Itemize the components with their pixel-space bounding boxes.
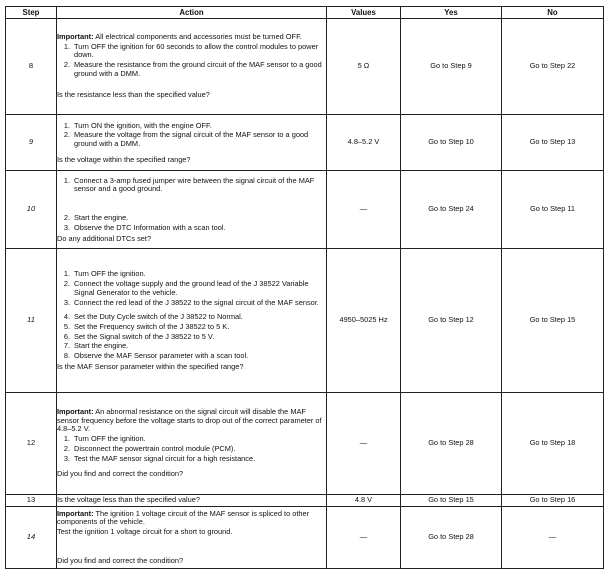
diagnostic-table	[5, 6, 604, 569]
value-cell: —	[327, 393, 401, 495]
no-cell	[502, 115, 604, 171]
list-item: 3. Test the MAF sensor signal circuit for a high resistance.	[63, 453, 256, 463]
step-number: 14	[6, 507, 57, 569]
action-list	[57, 435, 326, 463]
list-item: 4. Set the Duty Cycle switch of the J 38522 to Normal.	[63, 312, 243, 322]
step-number: 13	[6, 495, 57, 507]
list-item: 2. Disconnect the powertrain control module (PCM).	[63, 443, 236, 453]
header-yes: Yes	[401, 7, 502, 19]
question-text: Did you find and correct the condition?	[57, 555, 184, 565]
no-cell	[502, 249, 604, 393]
action-list	[57, 43, 326, 79]
goto-link[interactable]: Go to Step 13	[529, 137, 576, 147]
table-row	[6, 507, 604, 569]
yes-cell	[401, 19, 502, 115]
goto-link[interactable]: Go to Step 12	[428, 315, 474, 325]
no-cell	[502, 19, 604, 115]
action-cell	[57, 495, 327, 507]
table-row	[6, 495, 604, 507]
action-cell	[57, 19, 327, 115]
no-dash: —	[548, 532, 557, 542]
no-cell	[502, 393, 604, 495]
step-number: 12	[6, 393, 57, 495]
action-cell	[57, 393, 327, 495]
yes-cell	[401, 171, 502, 249]
important-label: Important:	[57, 406, 94, 416]
action-list	[57, 177, 326, 233]
value-cell: 4950–5025 Hz	[327, 249, 401, 393]
important-text: An abnormal resistance on the signal circuit will disable the MAF sensor frequency before the voltage starts to drop out of the correct parameter of 4.8–5.2 V.	[57, 406, 322, 434]
table-row	[6, 249, 604, 393]
yes-cell	[401, 495, 502, 507]
list-item: 3. Connect the red lead of the J 38522 to the signal circuit of the MAF sensor.	[63, 297, 319, 307]
yes-cell	[401, 249, 502, 393]
action-text: Test the ignition 1 voltage circuit for a short to ground.	[57, 527, 233, 536]
list-item: 2. Measure the resistance from the ground circuit of the MAF sensor to a good ground with a DMM.	[63, 60, 322, 78]
no-cell	[502, 495, 604, 507]
header-values: Values	[327, 7, 401, 19]
value-cell: —	[327, 507, 401, 569]
action-list	[57, 270, 326, 361]
value-cell: 4.8 V	[327, 495, 401, 507]
important-note	[57, 408, 326, 434]
goto-link[interactable]: Go to Step 15	[428, 495, 474, 505]
no-cell	[502, 507, 604, 569]
yes-cell	[401, 507, 502, 569]
list-item: 1. Turn OFF the ignition.	[63, 434, 146, 444]
no-cell	[502, 171, 604, 249]
important-text: All electrical components and accessories must be turned OFF.	[95, 31, 302, 41]
question-text: Is the voltage within the specified range?	[57, 154, 191, 164]
question-text: Do any additional DTCs set?	[57, 233, 152, 243]
list-item: 2. Measure the voltage from the signal circuit of the MAF sensor to a good ground with a DMM.	[63, 130, 309, 148]
list-item: 1. Turn ON the ignition, with the engine OFF.	[63, 120, 212, 130]
goto-link[interactable]: Go to Step 10	[428, 137, 474, 147]
action-list	[57, 122, 326, 149]
important-note	[57, 510, 326, 527]
important-label: Important:	[57, 508, 94, 518]
list-item: 8. Observe the MAF Sensor parameter with a scan tool.	[63, 351, 249, 361]
list-item: 1. Turn OFF the ignition.	[63, 269, 146, 279]
value-cell: 4.8–5.2 V	[327, 115, 401, 171]
table-row	[6, 393, 604, 495]
list-item: 7. Start the engine.	[63, 341, 129, 351]
yes-cell	[401, 115, 502, 171]
step-number: 8	[6, 19, 57, 115]
list-item: 2. Start the engine.	[63, 213, 129, 223]
list-item: 6. Set the Signal switch of the J 38522 to 5 V.	[63, 331, 215, 341]
table-row	[6, 115, 604, 171]
action-cell	[57, 171, 327, 249]
list-item: 3. Observe the DTC Information with a scan tool.	[63, 222, 226, 232]
important-label: Important:	[57, 31, 94, 41]
action-cell	[57, 249, 327, 393]
list-item: 5. Set the Frequency switch of the J 38522 to 5 K.	[63, 322, 230, 331]
goto-link[interactable]: Go to Step 28	[428, 532, 474, 542]
header-no: No	[502, 7, 604, 19]
important-note	[57, 33, 326, 42]
yes-cell	[401, 393, 502, 495]
header-step: Step	[6, 7, 57, 19]
goto-link[interactable]: Go to Step 24	[428, 204, 474, 214]
list-item: 2. Connect the voltage supply and the ground lead of the J 38522 Variable Signal Generator to the vehicle.	[63, 279, 309, 297]
step-number: 9	[6, 115, 57, 171]
header-action: Action	[57, 7, 327, 19]
action-cell	[57, 507, 327, 569]
goto-link[interactable]: Go to Step 18	[529, 438, 576, 448]
goto-link[interactable]: Go to Step 11	[529, 204, 576, 214]
question-text: Is the voltage less than the specified value?	[57, 495, 200, 505]
goto-link[interactable]: Go to Step 15	[529, 315, 576, 325]
question-text: Did you find and correct the condition?	[57, 469, 184, 479]
important-text: The ignition 1 voltage circuit of the MAF sensor is spliced to other components of the vehicle.	[57, 508, 310, 527]
goto-link[interactable]: Go to Step 22	[529, 61, 576, 71]
step-number: 10	[6, 171, 57, 249]
value-cell: —	[327, 171, 401, 249]
table-row	[6, 19, 604, 115]
action-cell	[57, 115, 327, 171]
question-text: Is the resistance less than the specified value?	[57, 90, 210, 100]
value-cell: 5 Ω	[327, 19, 401, 115]
goto-link[interactable]: Go to Step 9	[430, 61, 472, 71]
table-row	[6, 171, 604, 249]
header-row	[6, 7, 604, 19]
question-text: Is the MAF Sensor parameter within the specified range?	[57, 361, 244, 371]
goto-link[interactable]: Go to Step 28	[428, 438, 474, 448]
list-item: 1. Turn OFF the ignition for 60 seconds to allow the control modules to power down.	[63, 41, 319, 60]
step-number: 11	[6, 249, 57, 393]
goto-link[interactable]: Go to Step 16	[529, 495, 576, 505]
list-item: 1. Connect a 3-amp fused jumper wire between the signal circuit of the MAF sensor and a good ground.	[63, 175, 315, 194]
